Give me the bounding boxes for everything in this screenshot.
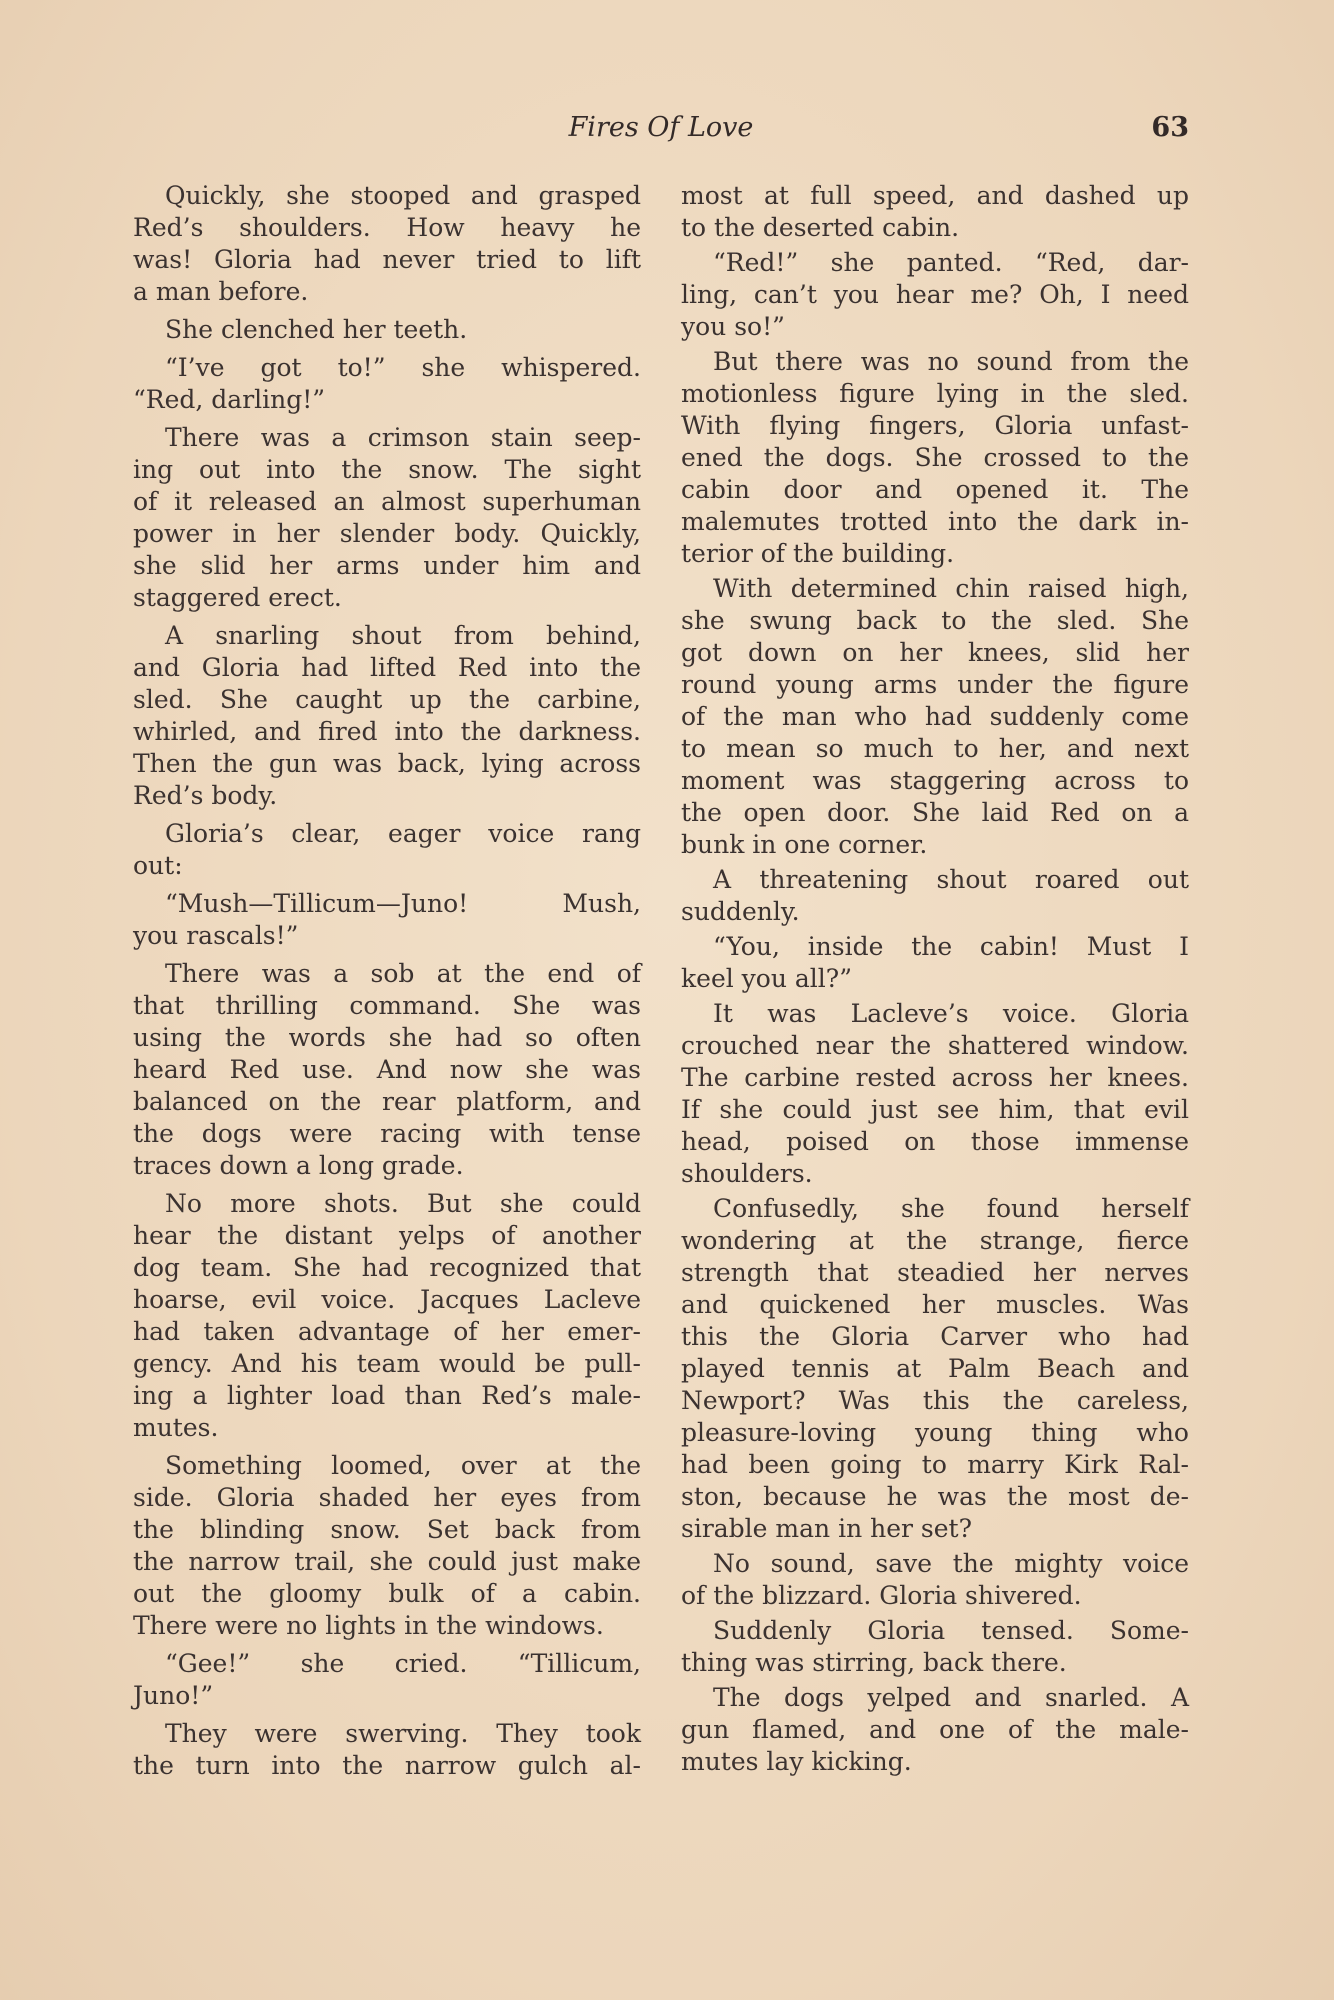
text-line: With determined chin raised high, — [713, 574, 1189, 603]
text-line: pleasure-loving young thing who — [681, 1418, 1189, 1447]
text-line: a man before. — [133, 277, 309, 306]
text-line: most at full speed, and dashed up — [681, 181, 1189, 210]
text-line: There was a sob at the end of — [165, 959, 641, 988]
paragraph — [681, 1615, 1189, 1679]
text-line: terior of the building. — [681, 539, 955, 568]
text-line: wondering at the strange, fierce — [681, 1226, 1189, 1255]
text-line: out the gloomy bulk of a cabin. — [133, 1579, 641, 1608]
text-line: hoarse, evil voice. Jacques Lacleve — [133, 1285, 641, 1314]
paragraph — [681, 1682, 1189, 1778]
text-line: shoulders. — [681, 1159, 813, 1188]
text-line: ing a lighter load than Red’s male- — [133, 1381, 641, 1410]
text-line: staggered erect. — [133, 583, 342, 612]
paragraph — [133, 352, 641, 416]
text-line: Quickly, she stooped and grasped — [165, 181, 641, 210]
text-line: dog team. She had recognized that — [133, 1253, 641, 1282]
text-line: and quickened her muscles. Was — [681, 1290, 1189, 1319]
text-line: got down on her knees, slid her — [681, 638, 1189, 667]
text-line: Something loomed, over at the — [165, 1451, 641, 1480]
text-line: “Red, darling!” — [133, 385, 326, 414]
text-line: the blinding snow. Set back from — [133, 1515, 641, 1544]
running-title: Fires Of Love — [568, 112, 754, 143]
text-line: the turn into the narrow gulch al- — [133, 1751, 641, 1780]
text-line: If she could just see him, that evil — [681, 1095, 1189, 1124]
text-line: ston, because he was the most de- — [681, 1482, 1189, 1511]
paragraph — [681, 573, 1189, 861]
text-line: ened the dogs. She crossed to the — [681, 443, 1189, 472]
text-line: Suddenly Gloria tensed. Some- — [713, 1616, 1189, 1645]
text-line: sled. She caught up the carbine, — [133, 685, 641, 714]
text-line: you so!” — [681, 312, 785, 341]
text-line: With flying fingers, Gloria unfast- — [681, 411, 1189, 440]
paragraph — [133, 422, 641, 614]
text-line: A snarling shout from behind, — [165, 621, 641, 650]
text-line: she swung back to the sled. She — [681, 606, 1189, 635]
text-line: “Red!” she panted. “Red, dar- — [713, 248, 1189, 277]
text-line: ling, can’t you hear me? Oh, I need — [681, 280, 1189, 309]
text-line: balanced on the rear platform, and — [133, 1087, 641, 1116]
text-line: There was a crimson stain seep- — [165, 423, 641, 452]
text-line: using the words she had so often — [133, 1023, 641, 1052]
text-line: No sound, save the mighty voice — [713, 1549, 1189, 1578]
text-line: keel you all?” — [681, 964, 852, 993]
text-line: head, poised on those immense — [681, 1127, 1189, 1156]
text-line: she slid her arms under him and — [133, 551, 641, 580]
text-line: A threatening shout roared out — [713, 865, 1189, 894]
text-line: mutes lay kicking. — [681, 1747, 912, 1776]
text-line: Confusedly, she found herself — [713, 1194, 1189, 1223]
text-line: cabin door and opened it. The — [681, 475, 1189, 504]
paragraph — [133, 1648, 641, 1712]
text-line: gun flamed, and one of the male- — [681, 1715, 1189, 1744]
text-line: to the deserted cabin. — [681, 213, 960, 242]
text-line: The dogs yelped and snarled. A — [713, 1683, 1189, 1712]
text-line: Red’s shoulders. How heavy he — [133, 213, 641, 242]
text-line: moment was staggering across to — [681, 766, 1189, 795]
text-line: But there was no sound from the — [713, 347, 1189, 376]
text-line: this the Gloria Carver who had — [681, 1322, 1189, 1351]
paragraph — [133, 958, 641, 1182]
text-line: had been going to marry Kirk Ral- — [681, 1450, 1189, 1479]
text-line: suddenly. — [681, 897, 800, 926]
paragraph — [681, 931, 1189, 995]
text-line: side. Gloria shaded her eyes from — [133, 1483, 641, 1512]
text-line: Gloria’s clear, eager voice rang — [165, 819, 641, 848]
paragraph — [133, 888, 641, 952]
text-line: Then the gun was back, lying across — [133, 749, 641, 778]
text-line: The carbine rested across her knees. — [681, 1063, 1189, 1092]
paragraph — [133, 1188, 641, 1444]
paragraph — [133, 314, 641, 346]
text-line: had taken advantage of her emer- — [133, 1317, 641, 1346]
text-line: heard Red use. And now she was — [133, 1055, 641, 1084]
text-line: hear the distant yelps of another — [133, 1221, 641, 1250]
paragraph — [681, 1548, 1189, 1612]
text-line: gency. And his team would be pull- — [133, 1349, 641, 1378]
text-line: the narrow trail, she could just make — [133, 1547, 641, 1576]
paragraph — [681, 864, 1189, 928]
text-line: “Gee!” she cried. “Tillicum, — [165, 1649, 641, 1678]
text-line: out: — [133, 851, 183, 880]
text-line: It was Lacleve’s voice. Gloria — [713, 999, 1189, 1028]
text-line: crouched near the shattered window. — [681, 1031, 1189, 1060]
text-line: round young arms under the figure — [681, 670, 1189, 699]
paragraph — [133, 1450, 641, 1642]
text-line: There were no lights in the windows. — [133, 1611, 604, 1640]
text-line: the open door. She laid Red on a — [681, 798, 1189, 827]
text-line: was! Gloria had never tried to lift — [133, 245, 641, 274]
text-line: and Gloria had lifted Red into the — [133, 653, 641, 682]
text-line: strength that steadied her nerves — [681, 1258, 1189, 1287]
text-line: “Mush—Tillicum—Juno! Mush, — [165, 889, 641, 918]
text-line: the dogs were racing with tense — [133, 1119, 641, 1148]
paragraph — [133, 1718, 641, 1782]
page-number: 63 — [1151, 112, 1189, 143]
text-line: “You, inside the cabin! Must I — [713, 932, 1189, 961]
paragraph — [681, 346, 1189, 570]
text-line: ing out into the snow. The sight — [133, 455, 641, 484]
paragraph — [133, 180, 641, 308]
text-line: Newport? Was this the careless, — [681, 1386, 1189, 1415]
paragraph — [681, 1193, 1189, 1545]
text-line: “I’ve got to!” she whispered. — [165, 353, 641, 382]
text-line: motionless figure lying in the sled. — [681, 379, 1189, 408]
paragraph — [681, 180, 1189, 244]
text-line: traces down a long grade. — [133, 1151, 464, 1180]
paragraph — [133, 818, 641, 882]
paragraph — [681, 247, 1189, 343]
running-header — [133, 112, 1189, 152]
text-line: bunk in one corner. — [681, 830, 928, 859]
text-line: of it released an almost superhuman — [133, 487, 641, 516]
text-line: you rascals!” — [133, 921, 299, 950]
text-line: No more shots. But she could — [165, 1189, 641, 1218]
paragraph — [133, 620, 641, 812]
text-line: played tennis at Palm Beach and — [681, 1354, 1189, 1383]
left-text-column — [133, 180, 641, 1788]
text-line: They were swerving. They took — [165, 1719, 641, 1748]
text-line: thing was stirring, back there. — [681, 1648, 1067, 1677]
text-line: sirable man in her set? — [681, 1514, 972, 1543]
paragraph — [681, 998, 1189, 1190]
right-text-column — [681, 180, 1189, 1781]
text-line: Juno!” — [133, 1681, 214, 1710]
text-line: Red’s body. — [133, 781, 278, 810]
text-line: of the man who had suddenly come — [681, 702, 1189, 731]
text-line: malemutes trotted into the dark in- — [681, 507, 1189, 536]
text-line: to mean so much to her, and next — [681, 734, 1189, 763]
text-line: that thrilling command. She was — [133, 991, 641, 1020]
text-line: whirled, and fired into the darkness. — [133, 717, 641, 746]
text-line: of the blizzard. Gloria shivered. — [681, 1581, 1082, 1610]
text-line: She clenched her teeth. — [165, 315, 468, 344]
text-line: mutes. — [133, 1413, 219, 1442]
text-line: power in her slender body. Quickly, — [133, 519, 641, 548]
